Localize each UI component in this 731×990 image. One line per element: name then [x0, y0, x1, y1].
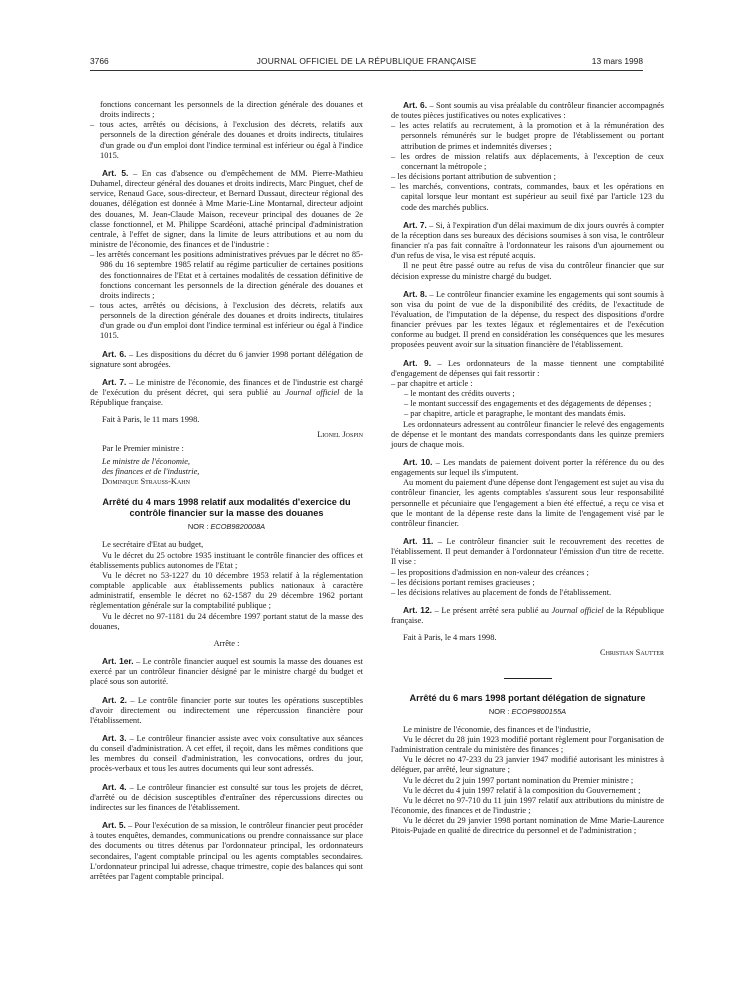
article-text: – Si, à l'expiration d'un délai maximum de dix jours ouvrés à compter de la réception dans ses bureaux des décisions soumises à son visa, le contrôleur financier n'a pas fait connaître à l'ordonnateur les raisons d'un ajournement ou d'un refus de visa, le visa est réputé acquis. [391, 220, 664, 261]
page-number: 3766 [90, 56, 109, 66]
vu-line: Vu le décret du 2 juin 1997 portant nomination du Premier ministre ; [403, 775, 634, 785]
journal-name: Journal officiel [285, 388, 340, 398]
right-column [391, 100, 664, 837]
list-item: – par chapitre et article : [391, 378, 473, 388]
vu-line: Vu le décret no 97-710 du 11 juin 1997 relatif aux attributions du ministre de l'économie, des finances et de l'industrie ; [391, 795, 664, 816]
sub-list-item: – par chapitre, article et paragraphe, le montant des mandats émis. [404, 409, 626, 419]
article-text: – Pour l'exécution de sa mission, le contrôleur financier peut procéder à toutes enquêtes, demandes, communications ou prendre connaissance sur place des documents ou titres détenus par l'ordonnateur principal, les ordonnateurs secondaires, l'agent comptable principal ou les agents comptables secondaires. L'ordonnateur principal lui adresse, chaque trimestre, copie des balances qui sont arrêtées par l'agent comptable principal. [90, 821, 363, 881]
nor-label: NOR : [187, 522, 211, 532]
vu-line: Vu le décret du 28 juin 1923 modifié portant règlement pour l'organisation de l'administration centrale du ministère des finances ; [391, 734, 664, 755]
article-label: Art. 11. [403, 536, 434, 547]
list-item: – les arrêtés concernant les positions administratives prévues par le décret no 85-986 du 16 septembre 1985 relatif au régime particulier de certaines positions des fonctionnaires de l'Etat et à certaines modalités de cessation définitive de fonctions concernant les personnels de la direction générale des douanes et droits indirects ; [90, 250, 363, 300]
article-label: Art. 6. [403, 100, 428, 110]
article-12 [391, 605, 664, 626]
article-text: – Le contrôleur financier est consulté sur tous les projets de décret, d'arrêté ou de décision susceptibles d'entraîner des répercussions directes ou indirectes sur les finances de l'établissement. [90, 782, 363, 812]
article-label: Art. 10. [403, 457, 433, 467]
article-text: – Le ministre de l'économie, des finances et de l'industrie est chargé de l'exécution du présent décret, qui sera publié au [90, 377, 363, 398]
list-item: – les ordres de mission relatifs aux déplacements, à l'exception de ceux concernant la métropole ; [391, 151, 664, 171]
journal-name: Journal officiel [551, 606, 604, 616]
list-item: – les propositions d'admission en non-valeur des créances ; [391, 567, 589, 577]
fait-line: Fait à Paris, le 4 mars 1998. [403, 633, 497, 643]
article-label: Art. 7. [102, 376, 127, 387]
paragraph: Il ne peut être passé outre au refus de visa du contrôleur financier que sur décision expresse du ministre chargé du budget. [391, 261, 664, 281]
paragraph: Les ordonnateurs adressent au contrôleur financier le relevé des engagements de dépense et le montant des mandats correspondants dans les quinze premiers jours de chaque mois. [391, 419, 664, 449]
article-text: – Le présent arrêté sera publié au [431, 606, 552, 616]
list-item: – les actes relatifs au recrutement, à la promotion et à la rémunération des personnels rémunérés sur le budget propre de l'établissement ou portant attribution de primes et indemnités diverses ; [391, 121, 664, 151]
decree-title: Arrêté du 4 mars 1998 relatif aux modalités d'exercice du contrôle financier sur la masse des douanes [102, 497, 351, 519]
article-label: Art. 8. [403, 288, 428, 299]
article-label: Art. 9. [403, 357, 432, 368]
article-text: de la République française. [90, 388, 363, 408]
separator-rule [504, 678, 552, 679]
article-label: Art. 1er. [102, 656, 134, 667]
minister-title: des finances et de l'industrie, [102, 467, 200, 476]
sub-list-item: – le montant successif des engagements et des dégagements de dépenses ; [404, 399, 652, 409]
article-6 [391, 100, 664, 121]
list-item: – les décisions portant attribution de subvention ; [391, 172, 556, 182]
minister-title: Le ministre de l'économie, [102, 456, 191, 466]
article-3 [90, 733, 363, 775]
nor-code: ECOB9820008A [210, 522, 266, 532]
article-text: de la République française. [391, 606, 664, 626]
article-text: – Les mandats de paiement doivent porter la référence du ou des engagements sur lequel ils s'imputent. [391, 458, 664, 478]
article-4 [90, 782, 363, 813]
article-7 [391, 220, 664, 262]
article-text: – Le contrôleur financier suit le recouvrement des recettes de l'établissement. Il peut demander à l'ordonnateur l'émission d'un titre de recette. Il vise : [391, 537, 664, 567]
article-7 [90, 377, 363, 408]
vu-line: Vu le décret du 29 janvier 1998 portant nomination de Mme Marie-Laurence Pitois-Pujade en qualité de directrice du personnel et de l'administration ; [391, 816, 664, 836]
nor-label: NOR : [488, 706, 512, 716]
article-label: Art. 12. [403, 605, 432, 616]
article-5 [90, 168, 363, 250]
page-header [90, 58, 643, 71]
vu-line: Vu le décret no 97-1181 du 24 décembre 1997 portant statut de la masse des douanes, [90, 611, 363, 631]
par-line: Par le Premier ministre : [102, 443, 184, 453]
nor-code: ECOP9800155A [511, 706, 567, 716]
article-8 [391, 289, 664, 351]
list-item: – les marchés, conventions, contrats, commandes, baux et les opérations en capital lorsque leur montant est supérieur au seuil fixé par l'article 123 du code des marchés publics. [391, 182, 664, 212]
article-label: Art. 4. [102, 781, 127, 792]
decree-title: Arrêté du 6 mars 1998 portant délégation de signature [409, 692, 646, 703]
article-label: Art. 6. [102, 348, 127, 359]
arrete-line: Arrête : [213, 638, 240, 648]
sub-list-item: – le montant des crédits ouverts ; [404, 389, 515, 399]
paragraph: Au moment du paiement d'une dépense dont l'engagement est sujet au visa du contrôleur financier, les agents comptables s'assurent sous leur responsabilité personnelle et pécuniaire que l'engagement a bien été effectué, a reçu ce visa et que le montant de la dépense reste dans la limite de l'engagement visé par le contrôleur financier. [391, 478, 664, 528]
article-label: Art. 3. [102, 732, 127, 743]
article-label: Art. 5. [102, 167, 129, 178]
article-6 [90, 349, 363, 370]
vu-line: Vu le décret du 25 octobre 1935 instituant le contrôle financier des offices et établissements publics autonomes de l'Etat ; [90, 550, 363, 570]
intro-line: Le ministre de l'économie, des finances et de l'industrie, [403, 724, 591, 734]
article-text: – Le contrôle financier porte sur toutes les opérations susceptibles d'avoir directement ou indirectement une répercussion financière pour l'établissement. [90, 695, 363, 725]
continued-line: fonctions concernant les personnels de la direction générale des douanes et droits indirects ; [100, 100, 363, 120]
vu-line: Vu le décret du 4 juin 1997 relatif à la composition du Gouvernement ; [403, 785, 641, 795]
journal-title: JOURNAL OFFICIEL DE LA RÉPUBLIQUE FRANÇAISE [256, 56, 477, 66]
article-10 [391, 457, 664, 478]
list-item: – tous actes, arrêtés ou décisions, à l'exclusion des décrets, relatifs aux personnels de la direction générale des douanes et droits indirects, titulaires d'un grade ou d'un emploi dont l'indice terminal est inférieur ou égal à l'indice 1015. [90, 300, 363, 341]
article-text: – Le contrôle financier auquel est soumis la masse des douanes est exercé par un contrôleur financier désigné par le ministre chargé du budget et placé sous son autorité. [90, 657, 363, 687]
article-text: – Le contrôleur financier examine les engagements qui sont soumis à son visa du point de vue de la disponibilité des crédits, de l'exactitude de l'évaluation, de l'imputation de la dépense, du respect des dispositions d'ordre financier prévues par les textes légaux et réglementaires et de l'exécution conforme au budget. Il prend en considération les conséquences que les mesures proposées peuvent avoir sur la situation financière de l'établissement. [391, 289, 664, 350]
minister-name: Dominique Strauss-Kahn [102, 477, 190, 487]
nor-reference [391, 707, 664, 717]
issue-date: 13 mars 1998 [591, 56, 643, 66]
list-item: – tous actes, arrêtés ou décisions, à l'exclusion des décrets, relatifs aux personnels de la direction générale des douanes et droits indirects, titulaires d'un grade ou d'un emploi dont l'indice terminal est inférieur ou égal à l'indice 1015. [90, 120, 363, 160]
list-item: – les décisions portant remises gracieuses ; [391, 577, 535, 587]
nor-reference [90, 522, 363, 532]
fait-line: Fait à Paris, le 11 mars 1998. [102, 415, 200, 425]
signatory: Christian Sautter [600, 647, 664, 657]
article-text: – En cas d'absence ou d'empêchement de MM. Pierre-Mathieu Duhamel, directeur général des douanes et droits indirects, Marc Pinguet, chef de service, Renaud Gace, sous-directeur, et Bernard Dussaut, directeur régional des douanes, délégation est donnée à Mme Marie-Line Montarnal, directeur adjoint des douanes, M. Jean-Claude Maison, receveur principal des douanes de 2e classe fonctionnel, et M. Philippe Scardéoni, attaché principal d'administration centrale, à l'effet de signer, dans la limite de leurs attributions et au nom du ministre de l'économie, des finances et de l'industrie : [90, 168, 363, 250]
article-text: – Les dispositions du décret du 6 janvier 1998 portant délégation de signature sont abrogées. [90, 349, 363, 369]
article-text: – Le contrôleur financier assiste avec voix consultative aux séances du conseil d'administration. A cet effet, il reçoit, dans les mêmes conditions que les membres du conseil d'administration, les convocations, ordres du jour, procès-verbaux et tous les autres documents qui leur sont adressés. [90, 733, 363, 774]
article-label: Art. 5. [102, 820, 126, 831]
article-2 [90, 695, 363, 726]
article-9 [391, 358, 664, 379]
article-5b [90, 820, 363, 882]
article-text: – Les ordonnateurs de la masse tiennent une comptabilité d'engagement de dépenses qui fait ressortir : [391, 358, 664, 378]
left-column [90, 100, 363, 882]
article-label: Art. 2. [102, 694, 128, 705]
signatory: Lionel Jospin [317, 429, 363, 439]
intro-line: Le secrétaire d'Etat au budget, [102, 540, 204, 550]
article-label: Art. 7. [403, 219, 427, 230]
vu-line: Vu le décret no 53-1227 du 10 décembre 1953 relatif à la réglementation comptable applicable aux établissements publics nationaux à caractère administratif, ensemble le décret no 62-1587 du 29 décembre 1962 portant règlementation générale sur la comptabilité publique ; [90, 570, 363, 611]
article-11 [391, 536, 664, 567]
article-text: – Sont soumis au visa préalable du contrôleur financier accompagnés de toutes pièces justificatives ou notes explicatives : [391, 101, 664, 121]
vu-line: Vu le décret no 47-233 du 23 janvier 1947 modifié autorisant les ministres à déléguer, par arrêté, leur signature ; [391, 755, 664, 775]
article-1 [90, 656, 363, 687]
list-item: – les décisions relatives au placement de fonds de l'établissement. [391, 587, 612, 597]
